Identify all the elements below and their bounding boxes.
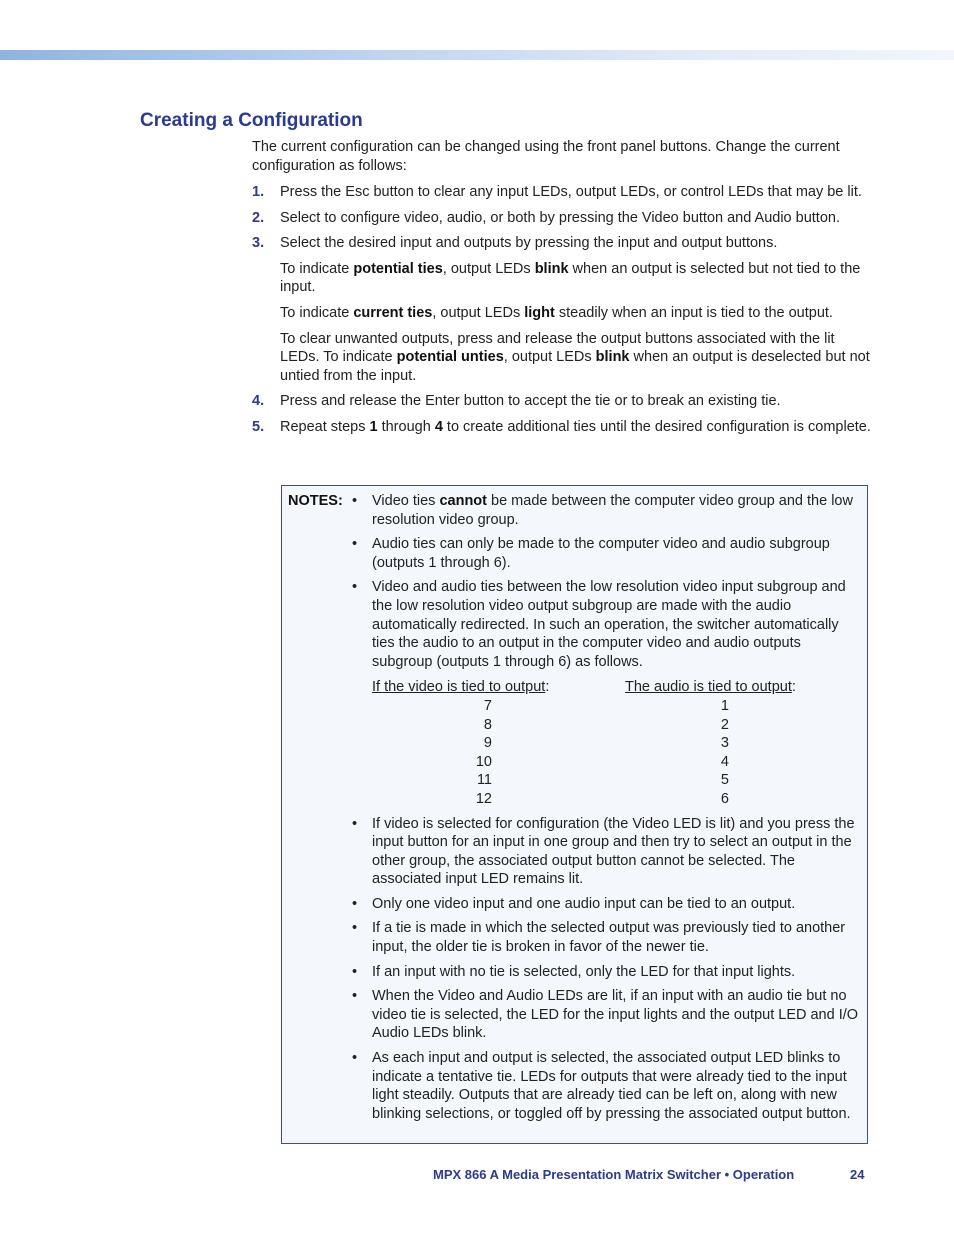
step-text: Repeat steps 1 through 4 to create additional ties until the desired configuration is complete. [280,418,871,435]
page-number: 24 [850,1167,865,1182]
step-1 [252,183,872,202]
note-item [352,535,860,572]
bullet-icon: • [352,963,358,980]
step-number: 5. [252,418,265,435]
note-item [352,919,860,956]
note-text: Video ties cannot be made between the computer video group and the low resolution video group. [372,493,853,528]
notes-box [281,485,868,1144]
step-text: Select the desired input and outputs by pressing the input and output buttons. [280,235,778,252]
video-column-header: If the video is tied to output: [372,679,550,696]
notes-list [352,492,860,1129]
step-text: Select to configure video, audio, or both by pressing the Video button and Audio button. [280,209,840,226]
intro-paragraph: The current configuration can be changed using the front panel buttons. Change the current configuration as follows: [252,139,840,174]
audio-column-header: The audio is tied to output: [625,679,796,696]
step-2 [252,209,872,228]
step-4 [252,392,872,411]
note-text: When the Video and Audio LEDs are lit, if an input with an audio tie but no video tie is selected, the LED for the input lights and the output LED and I/O Audio LEDs blink. [372,988,859,1042]
page-footer [433,1166,873,1185]
note-item [352,895,860,914]
bullet-icon: • [352,815,358,832]
step-number: 4. [252,393,265,410]
note-text: If video is selected for configuration (the Video LED is lit) and you press the input button for an input in one group and then try to select an output in the other group, the associated output button cannot be selected. The associated input LED remains lit. [372,815,855,888]
note-text: As each input and output is selected, the associated output LED blinks to indicate a tentative tie. LEDs for outputs that were already tied to the input light steadily. Outputs that are already tied can be left on, along with new blinking selections, or toggled off by pressing the associated output button. [372,1050,851,1122]
table-row: 9 3 [483,735,729,752]
table-header [372,678,832,697]
step-5 [252,418,872,437]
bullet-icon: • [352,920,358,937]
note-text: Audio ties can only be made to the computer video and audio subgroup (outputs 1 through 6). [372,536,830,571]
tie-mapping-table [372,678,832,808]
step-text: Press the Esc button to clear any input LEDs, output LEDs, or control LEDs that may be lit. [280,184,862,200]
note-item [352,492,860,529]
bullet-icon: • [352,493,358,509]
note-text: If a tie is made in which the selected output was previously tied to another input, the older tie is broken in favor of the newer tie. [372,920,846,956]
note-text: Video and audio ties between the low resolution video input subgroup and the low resolution video output subgroup are made with the audio automatically redirected. In such an operation, the switcher automatically ties the audio to an output in the computer video and audio outputs subgroup (outputs 1 through 6) as follows. [372,579,846,670]
table-row: 10 4 [475,753,729,770]
bullet-icon: • [352,536,358,553]
bullet-icon: • [352,1050,358,1067]
notes-label: NOTES: [288,493,343,509]
section-heading: Creating a Configuration [140,110,363,131]
note-item [352,987,860,1043]
step-number: 1. [252,184,265,200]
note-text: Only one video input and one audio input can be tied to an output. [372,895,796,912]
bullet-icon: • [352,895,358,912]
table-row: 8 2 [483,716,729,733]
note-item [352,815,860,889]
step-3-current-ties: To indicate current ties, output LEDs light steadily when an input is tied to the output. [280,304,833,321]
table-row: 7 1 [483,697,729,714]
step-3-potential-ties: To indicate potential ties, output LEDs blink when an output is selected but not tied to the input. [280,260,861,296]
step-3-clear-outputs: To clear unwanted outputs, press and release the output buttons associated with the lit LEDs. To indicate potential unties, output LEDs blink when an output is deselected but not untied from the input. [280,330,870,384]
step-number: 3. [252,235,265,252]
step-number: 2. [252,209,265,226]
bullet-icon: • [352,988,358,1005]
header-gradient-bar [0,50,954,60]
footer-title: MPX 866 A Media Presentation Matrix Switcher • Operation [433,1167,795,1182]
table-row: 12 6 [475,790,729,807]
note-item [352,963,860,982]
note-item [352,578,860,671]
step-text: Press and release the Enter button to accept the tie or to break an existing tie. [280,393,781,410]
bullet-icon: • [352,579,358,596]
note-text: If an input with no tie is selected, only the LED for that input lights. [372,963,796,980]
steps-list [252,183,872,444]
note-item [352,1049,860,1123]
step-3 [252,234,872,253]
table-row: 11 5 [476,772,729,789]
